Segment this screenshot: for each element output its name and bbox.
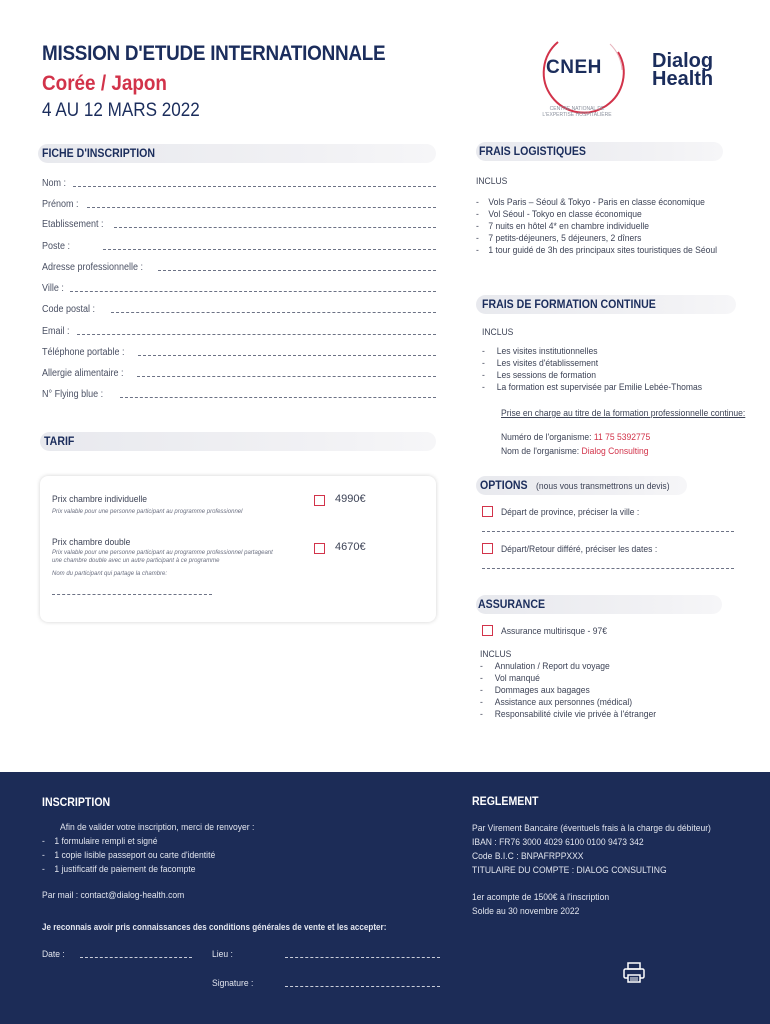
depart-province-label: Départ de province, préciser la ville :	[501, 507, 640, 518]
fill-line	[137, 376, 436, 377]
fill-line	[114, 227, 436, 228]
field-label: N° Flying blue :	[42, 389, 104, 400]
cneh-logo: CNEH	[546, 57, 602, 78]
prix-double-note-1: Prix valable pour une personne participant au programme professionnel partageant	[52, 550, 273, 556]
ville-field[interactable]	[42, 280, 436, 294]
list-item: - Dommages aux bagages	[480, 685, 590, 696]
field-label: Poste :	[42, 241, 71, 252]
signature-label: Signature :	[212, 978, 254, 989]
dialog-logo-word: Dialog	[652, 50, 714, 72]
prix-individuelle-label: Prix chambre individuelle	[52, 494, 148, 505]
destination-subtitle: Corée / Japon	[42, 72, 167, 95]
adresse-field[interactable]	[42, 259, 436, 273]
retour-differe-line[interactable]	[482, 568, 734, 569]
list-item: - La formation est supervisée par Emilie Lebée-Thomas	[482, 382, 703, 393]
list-item: - Annulation / Report du voyage	[480, 661, 610, 672]
inscription-list	[42, 835, 234, 877]
reglement-line: TITULAIRE DU COMPTE : DIALOG CONSULTING	[472, 865, 667, 876]
fill-line	[158, 270, 436, 271]
code-postal-field[interactable]	[42, 301, 436, 315]
inscription-mail[interactable]: Par mail : contact@dialog-health.com	[42, 890, 185, 901]
date-label: Date :	[42, 949, 65, 960]
field-label: Allergie alimentaire :	[42, 368, 124, 379]
prix-double-note-2: une chambre double avec un autre participant à ce programme	[52, 558, 220, 564]
fill-line	[103, 249, 436, 250]
list-item: - Vol manqué	[480, 673, 540, 684]
fill-line	[70, 291, 436, 292]
list-item: - 7 nuits en hôtel 4* en chambre individuelle	[476, 221, 650, 232]
retour-differe-label: Départ/Retour différé, préciser les dates :	[501, 544, 658, 555]
assurance-heading: ASSURANCE	[478, 599, 546, 611]
list-item: - 7 petits-déjeuners, 5 déjeuners, 2 dîners	[476, 233, 642, 244]
frais-formation-heading: FRAIS DE FORMATION CONTINUE	[482, 299, 656, 311]
field-label: Nom :	[42, 178, 67, 189]
formation-list	[482, 346, 727, 394]
field-label: Ville :	[42, 283, 64, 294]
reglement-heading: REGLEMENT	[472, 796, 539, 808]
formation-inclus-label: INCLUS	[482, 327, 514, 338]
frais-logistiques-heading: FRAIS LOGISTIQUES	[479, 146, 586, 158]
prix-individuelle-value: 4990€	[335, 493, 366, 505]
assurance-list	[480, 661, 676, 721]
organisme-nom: Nom de l'organisme: Dialog Consulting	[501, 446, 649, 457]
page-title: MISSION D'ETUDE INTERNATIONNALE	[42, 42, 386, 65]
list-item: - Responsabilité civile vie privée à l'étranger	[480, 709, 657, 720]
tarif-heading: TARIF	[44, 436, 75, 448]
tarif-header-bar	[40, 432, 436, 451]
reglement-line: Par Virement Bancaire (éventuels frais à la charge du débiteur)	[472, 823, 711, 834]
field-label: Email :	[42, 326, 70, 337]
list-item: - 1 tour guidé de 3h des principaux sites touristiques de Séoul	[476, 245, 717, 256]
field-label: Etablissement :	[42, 219, 104, 230]
prise-en-charge-note: Prise en charge au titre de la formation professionnelle continue:	[501, 408, 746, 419]
prix-double-label: Prix chambre double	[52, 537, 131, 548]
list-item: - 1 copie lisible passeport ou carte d'identité	[42, 850, 216, 861]
fill-line	[120, 397, 436, 398]
retour-differe-checkbox[interactable]	[482, 543, 493, 554]
reglement-details	[472, 822, 737, 878]
inscription-heading: INSCRIPTION	[42, 797, 111, 809]
email-field[interactable]	[42, 323, 436, 337]
fiche-heading: FICHE D'INSCRIPTION	[42, 148, 156, 160]
options-note: (nous vous transmettrons un devis)	[536, 481, 670, 492]
field-label: Téléphone portable :	[42, 347, 125, 358]
fill-line	[138, 355, 436, 356]
list-item: - Les visites institutionnelles	[482, 346, 598, 357]
list-item: - Vol Séoul - Tokyo en classe économique	[476, 209, 642, 220]
organisme-numero: Numéro de l'organisme: 11 75 5392775	[501, 432, 651, 443]
options-heading: OPTIONS	[480, 480, 528, 492]
chambre-double-checkbox[interactable]	[314, 543, 325, 554]
logistiques-list	[476, 197, 744, 257]
dialog-health-logo	[652, 52, 713, 88]
assurance-inclus-label: INCLUS	[480, 649, 512, 660]
lieu-line[interactable]	[285, 957, 440, 958]
prenom-field[interactable]	[42, 196, 436, 210]
assurance-option-label: Assurance multirisque - 97€	[501, 626, 607, 637]
allergie-field[interactable]	[42, 365, 436, 379]
inscription-intro: Afin de valider votre inscription, merci de renvoyer :	[60, 822, 255, 833]
poste-field[interactable]	[42, 238, 436, 252]
prix-individuelle-note: Prix valable pour une personne participant au programme professionnel	[52, 509, 243, 515]
etablissement-field[interactable]	[42, 216, 436, 230]
health-logo-word: Health	[652, 68, 714, 90]
chambre-individuelle-checkbox[interactable]	[314, 495, 325, 506]
fill-line	[111, 312, 436, 313]
assurance-checkbox[interactable]	[482, 625, 493, 636]
mission-dates: 4 AU 12 MARS 2022	[42, 100, 200, 121]
telephone-field[interactable]	[42, 344, 436, 358]
depart-province-line[interactable]	[482, 531, 734, 532]
list-item: - Vols Paris – Séoul & Tokyo - Paris en classe économique	[476, 197, 705, 208]
field-label: Prénom :	[42, 199, 79, 210]
reglement-line: IBAN : FR76 3000 4029 6100 0100 9473 342	[472, 837, 644, 848]
field-label: Adresse professionnelle :	[42, 262, 144, 273]
nom-field[interactable]	[42, 175, 436, 189]
solde-text: Solde au 30 novembre 2022	[472, 906, 580, 917]
conditions-acceptance: Je reconnais avoir pris connaissances des conditions générales de vente et les accepter:	[42, 922, 387, 932]
list-item: - Assistance aux personnes (médical)	[480, 697, 633, 708]
list-item: - Les sessions de formation	[482, 370, 597, 381]
printer-icon[interactable]	[622, 962, 646, 984]
cneh-logo-subtitle: CENTRE NATIONAL DE L'EXPERTISE HOSPITALIÈRE	[542, 106, 612, 118]
flying-blue-field[interactable]	[42, 386, 436, 400]
list-item: - Les visites d'établissement	[482, 358, 599, 369]
lieu-label: Lieu :	[212, 949, 233, 960]
list-item: - 1 formulaire rempli et signé	[42, 836, 158, 847]
date-line[interactable]	[80, 957, 192, 958]
logistiques-inclus-label: INCLUS	[476, 176, 508, 187]
field-label: Code postal :	[42, 304, 96, 315]
participant-name-line[interactable]	[52, 594, 212, 595]
signature-line[interactable]	[285, 986, 440, 987]
fill-line	[87, 207, 436, 208]
prix-double-note-3: Nom du participant qui partage la chambre:	[52, 571, 168, 577]
list-item: - 1 justificatif de paiement de facompte	[42, 864, 196, 875]
prix-double-value: 4670€	[335, 541, 366, 553]
fill-line	[77, 334, 436, 335]
acompte-text: 1er acompte de 1500€ à l'inscription	[472, 892, 610, 903]
fill-line	[73, 186, 436, 187]
reglement-line: Code B.I.C : BNPAFRPPXXX	[472, 851, 584, 862]
depart-province-checkbox[interactable]	[482, 506, 493, 517]
